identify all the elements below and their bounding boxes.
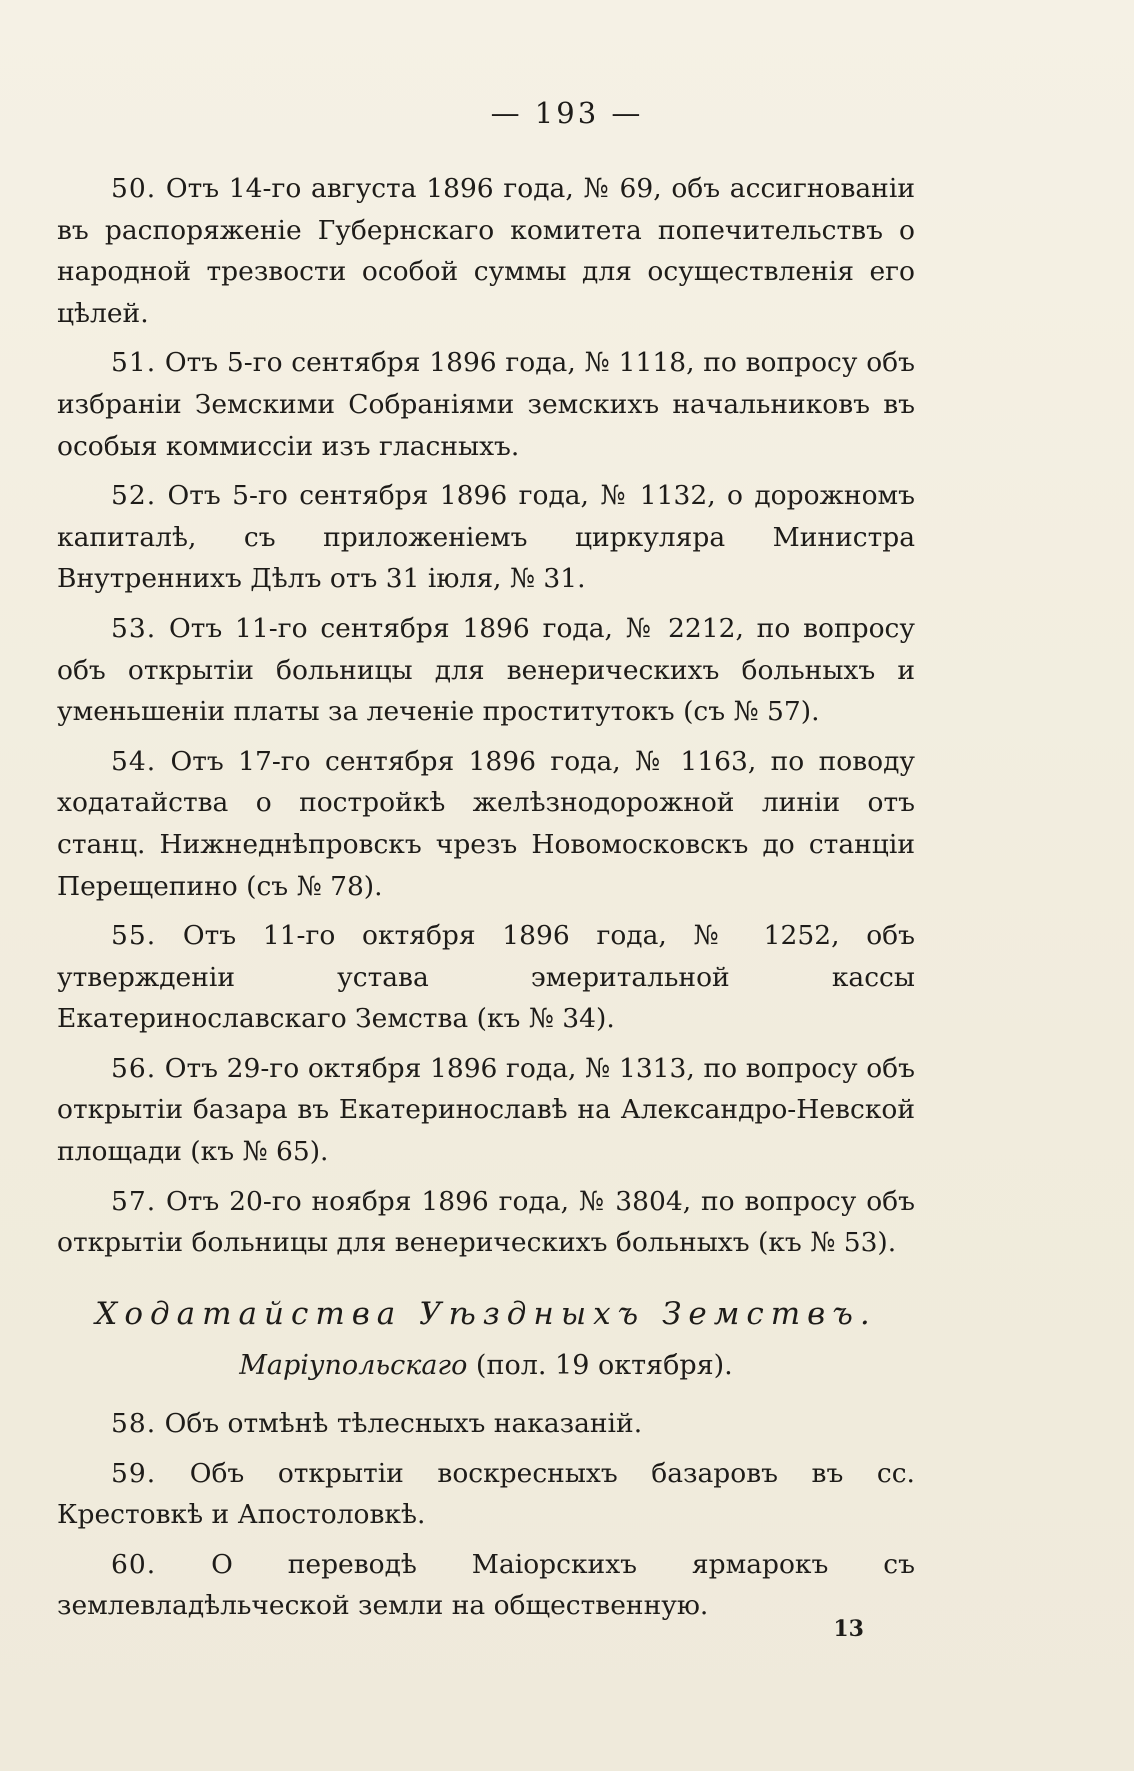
page-number: — 193 — (490, 96, 644, 130)
item-number: 53. (111, 612, 157, 644)
list-item (57, 1403, 915, 1445)
item-number: 59. (111, 1457, 157, 1489)
item-number: 56. (111, 1052, 157, 1084)
item-number: 52. (111, 480, 157, 512)
item-text: Отъ 14-го августа 1896 года, № 69, объ ассигнованіи въ распоряженіе Губернскаго комитета попечительствъ о народной трезвости особой суммы для осуществленія его цѣлей. (57, 173, 915, 329)
list-item (57, 608, 915, 733)
item-text: Объ открытіи воскресныхъ базаровъ въ сс. Крестовкѣ и Апостоловкѣ. (57, 1457, 915, 1531)
item-text: Отъ 11-го октября 1896 года, № 1252, объ утвержденіи устава эмеритальной кассы Екатеринославскаго Земства (къ № 34). (57, 920, 915, 1035)
item-number: 58. (111, 1408, 157, 1440)
district-name: Маріупольскаго (239, 1350, 468, 1382)
list-item (57, 1181, 915, 1264)
item-number: 54. (111, 745, 157, 777)
item-text: Отъ 11-го сентября 1896 года, № 2212, по вопросу объ открытіи больницы для венерическихъ больныхъ и уменьшеніи платы за леченіе проститутокъ (съ № 57). (57, 612, 915, 728)
text-body (57, 168, 915, 1635)
list-item (57, 1048, 915, 1173)
item-number: 51. (111, 347, 157, 379)
item-text: О переводѣ Маіорскихъ ярмарокъ съ землевладѣльческой земли на общественную. (57, 1548, 915, 1622)
item-number: 55. (111, 920, 157, 952)
list-item (57, 342, 915, 467)
section-heading: Ходатайства Уѣздныхъ Земствъ. (95, 1295, 877, 1332)
item-number: 57. (111, 1185, 157, 1217)
signature-mark: 13 (833, 1616, 864, 1642)
item-text: Отъ 29-го октября 1896 года, № 1313, по вопросу объ открытіи базара въ Екатеринославѣ на Александро-Невской площади (къ № 65). (57, 1052, 915, 1168)
list-item (57, 1544, 915, 1627)
item-text: Отъ 17-го сентября 1896 года, № 1163, по поводу ходатайства о постройкѣ желѣзнодорожной линіи отъ станц. Нижнеднѣпровскъ чрезъ Новомосковскъ до станціи Перещепино (съ № 78). (57, 745, 915, 902)
item-number: 50. (111, 173, 157, 204)
list-item (57, 168, 915, 334)
list-item (57, 741, 915, 907)
item-text: Отъ 5-го сентября 1896 года, № 1118, по вопросу объ избраніи Земскими Собраніями земскихъ начальниковъ въ особыя коммиссіи изъ гласныхъ. (57, 347, 915, 462)
item-number: 60. (111, 1548, 157, 1580)
list-item (57, 475, 915, 600)
item-text: Объ отмѣнѣ тѣлесныхъ наказаній. (164, 1408, 643, 1440)
list-item (57, 915, 915, 1040)
list-item (57, 1453, 915, 1536)
item-text: Отъ 5-го сентября 1896 года, № 1132, о дорожномъ капиталѣ, съ приложеніемъ циркуляра Министра Внутреннихъ Дѣлъ отъ 31 іюля, № 31. (57, 480, 915, 595)
item-text: Отъ 20-го ноября 1896 года, № 3804, по вопросу объ открытіи больницы для венерическихъ больныхъ (къ № 53). (57, 1185, 915, 1259)
receipt-date: (пол. 19 октября). (475, 1350, 733, 1382)
subsection-heading (57, 1345, 915, 1387)
